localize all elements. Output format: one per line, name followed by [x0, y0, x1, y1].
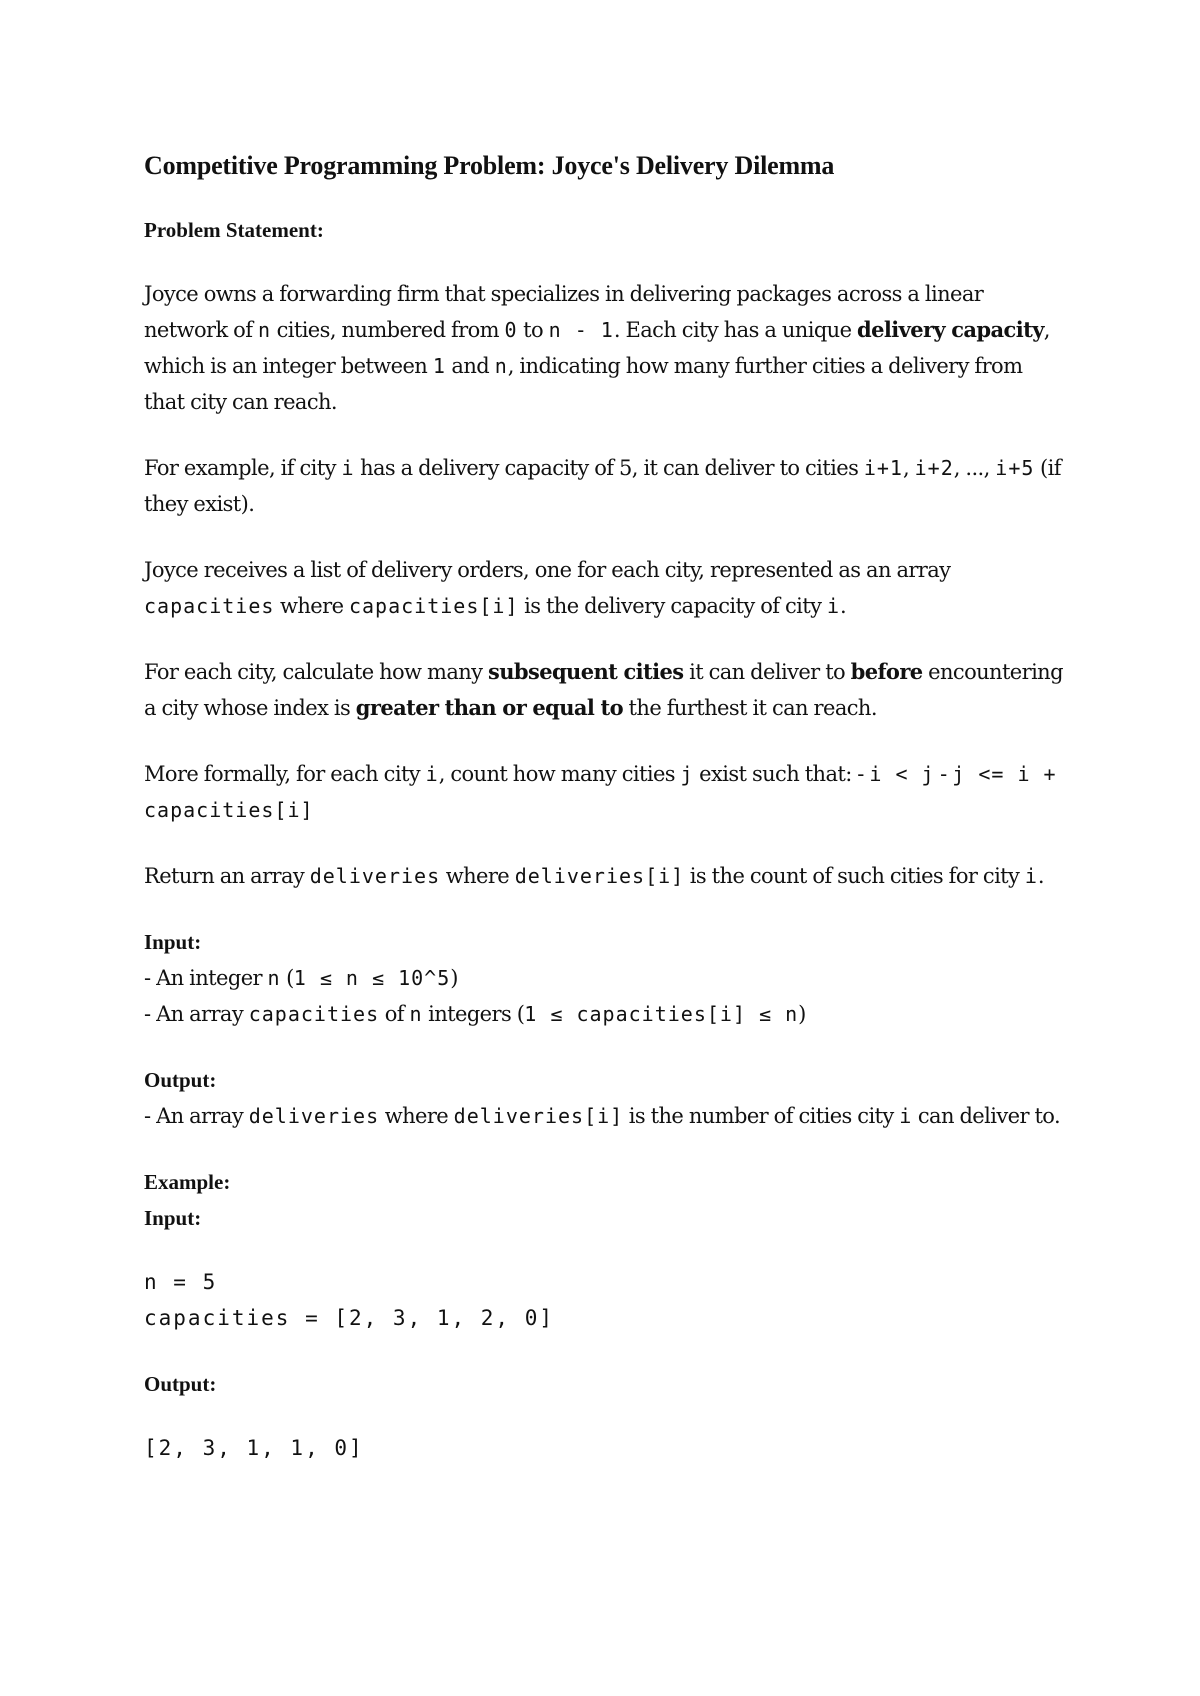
output-line: - An array deliveries where deliveries[i] is the number of cities city i can deliver to.: [144, 1104, 1061, 1128]
paragraph-orders: Joyce receives a list of delivery orders, one for each city, represented as an array capacities where capacities[i] is the delivery capacity of city i.: [144, 558, 951, 618]
paragraph-task: For each city, calculate how many subsequent cities it can deliver to before encountering a city whose index is greater than or equal to the furthest it can reach.: [144, 659, 1063, 720]
page-title: Competitive Programming Problem: Joyce's Delivery Dilemma: [144, 151, 835, 180]
example-output-code: [2, 3, 1, 1, 0]: [144, 1436, 364, 1460]
paragraph-example-capacity: For example, if city i has a delivery capacity of 5, it can deliver to cities i+1, i+2, ..., i+5 (if they exist).: [144, 456, 1061, 516]
example-input-code-line: n = 5: [144, 1270, 218, 1294]
paragraph-return: Return an array deliveries where deliveries[i] is the count of such cities for city i.: [144, 864, 1044, 888]
input-heading: Input:: [144, 930, 202, 954]
problem-statement-heading: Problem Statement:: [144, 218, 324, 242]
document-page: [144, 148, 1064, 1466]
input-line-capacities: - An array capacities of n integers (1 ≤ capacities[i] ≤ n): [144, 1002, 806, 1026]
example-output-heading: Output:: [144, 1372, 217, 1396]
example-input-code: [144, 1264, 1064, 1336]
example-input-heading: Input:: [144, 1206, 202, 1230]
example-heading: Example:: [144, 1170, 231, 1194]
output-heading: Output:: [144, 1068, 217, 1092]
example-input-code-line: capacities = [2, 3, 1, 2, 0]: [144, 1306, 555, 1330]
paragraph-intro: Joyce owns a forwarding firm that specializes in delivering packages across a linear network of n cities, numbered from 0 to n - 1. Each city has a unique delivery capacity, which is an integer between 1 and n, indicating how many further cities a delivery from that city can reach.: [144, 282, 1050, 414]
input-line-n: - An integer n (1 ≤ n ≤ 10^5): [144, 966, 458, 990]
paragraph-formal: More formally, for each city i, count how many cities j exist such that: - i < j - j <= i + capacities[i]: [144, 762, 1057, 822]
